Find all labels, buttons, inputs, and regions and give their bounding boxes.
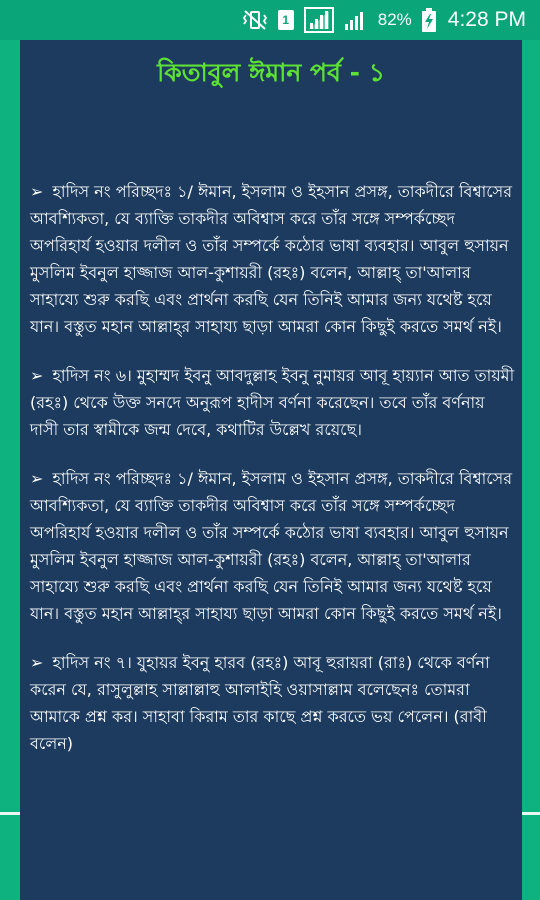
entry-text: হাদিস নং পরিচ্ছদঃ ১/ ঈমান, ইসলাম ও ইহসান প্রসঙ্গ, তাকদীরে বিশ্বাসের আবশ্যিকতা, যে ব্যাক্তি তাকদীর অবিশ্বাস করে তাঁর সঙ্গে সম্পর্কচ্ছেদ অপরিহার্য হওয়ার দলীল ও তাঁর সম্পর্কে কঠোর ভাষা ব্যবহার। আবুল হুসায়ন মুসলিম ইবনুল হাজ্জাজ আল-কুশায়রী (রহঃ) বলেন, আল্লাহ্‌ তা'আলার সাহায্যে শুরু করছি এবং প্রার্থনা করছি যেন তিনিই আমার জন্য যথেষ্ট হয়ে যান। বস্তুত মহান আল্লাহ্‌র সাহায্য ছাড়া আমরা কোন কিছুই করতে সমর্থ নই। xyxy=(30,469,513,623)
signal-icon xyxy=(304,7,334,33)
arrow-icon: ➢ xyxy=(30,469,44,488)
list-item xyxy=(30,362,516,443)
entry-text: হাদিস নং ৭। যুহায়র ইবনু হারব (রহঃ) আবূ হুরায়রা (রাঃ) থেকে বর্ণনা করেন যে, রাসুলুল্লাহ সাল্লাল্লাহু আলাইহি ওয়াসাল্লাম বলেছেনঃ তোমরা আমাকে প্রশ্ন কর। সাহাবা কিরাম তার কাছে প্রশ্ন করতে ভয় পেলেন। (রাবী বলেন) xyxy=(30,653,490,753)
vibrate-mute-icon xyxy=(242,9,268,31)
status-clock: 4:28 PM xyxy=(447,8,526,31)
divider xyxy=(0,812,20,815)
divider xyxy=(522,812,540,815)
arrow-icon: ➢ xyxy=(30,366,44,385)
sim-1-icon xyxy=(278,10,294,30)
arrow-icon: ➢ xyxy=(30,653,44,672)
battery-charging-icon xyxy=(422,8,436,32)
hadith-list[interactable] xyxy=(30,178,516,779)
signal-icon xyxy=(344,8,368,32)
sim-number: 1 xyxy=(278,10,294,30)
list-item xyxy=(30,178,516,340)
battery-percent: 82% xyxy=(377,10,412,29)
list-item xyxy=(30,649,516,757)
arrow-icon: ➢ xyxy=(30,182,44,201)
page-title: কিতাবুল ঈমান পর্ব - ১ xyxy=(157,58,385,87)
list-item xyxy=(30,465,516,627)
content-panel[interactable] xyxy=(20,40,522,900)
status-bar xyxy=(0,0,540,40)
entry-text: হাদিস নং ৬। মুহাম্মদ ইবনু আবদুল্লাহ ইবনু নুমায়র আবূ হায়্যান আত তায়মী (রহঃ) থেকে উক্ত সনদে অনুরূপ হাদীস বর্ণনা করেছেন। তবে তাঁর বর্ণনায় দাসী তার স্বামীকে জন্ম দেবে, কথাটির উল্লেখ রয়েছে। xyxy=(30,366,515,439)
entry-text: হাদিস নং পরিচ্ছদঃ ১/ ঈমান, ইসলাম ও ইহসান প্রসঙ্গ, তাকদীরে বিশ্বাসের আবশ্যিকতা, যে ব্যাক্তি তাকদীর অবিশ্বাস করে তাঁর সঙ্গে সম্পর্কচ্ছেদ অপরিহার্য হওয়ার দলীল ও তাঁর সম্পর্কে কঠোর ভাষা ব্যবহার। আবুল হুসায়ন মুসলিম ইবনুল হাজ্জাজ আল-কুশায়রী (রহঃ) বলেন, আল্লাহ্‌ তা'আলার সাহায্যে শুরু করছি এবং প্রার্থনা করছি যেন তিনিই আমার জন্য যথেষ্ট হয়ে যান। বস্তুত মহান আল্লাহ্‌র সাহায্য ছাড়া আমরা কোন কিছুই করতে সমর্থ নই। xyxy=(30,182,513,336)
